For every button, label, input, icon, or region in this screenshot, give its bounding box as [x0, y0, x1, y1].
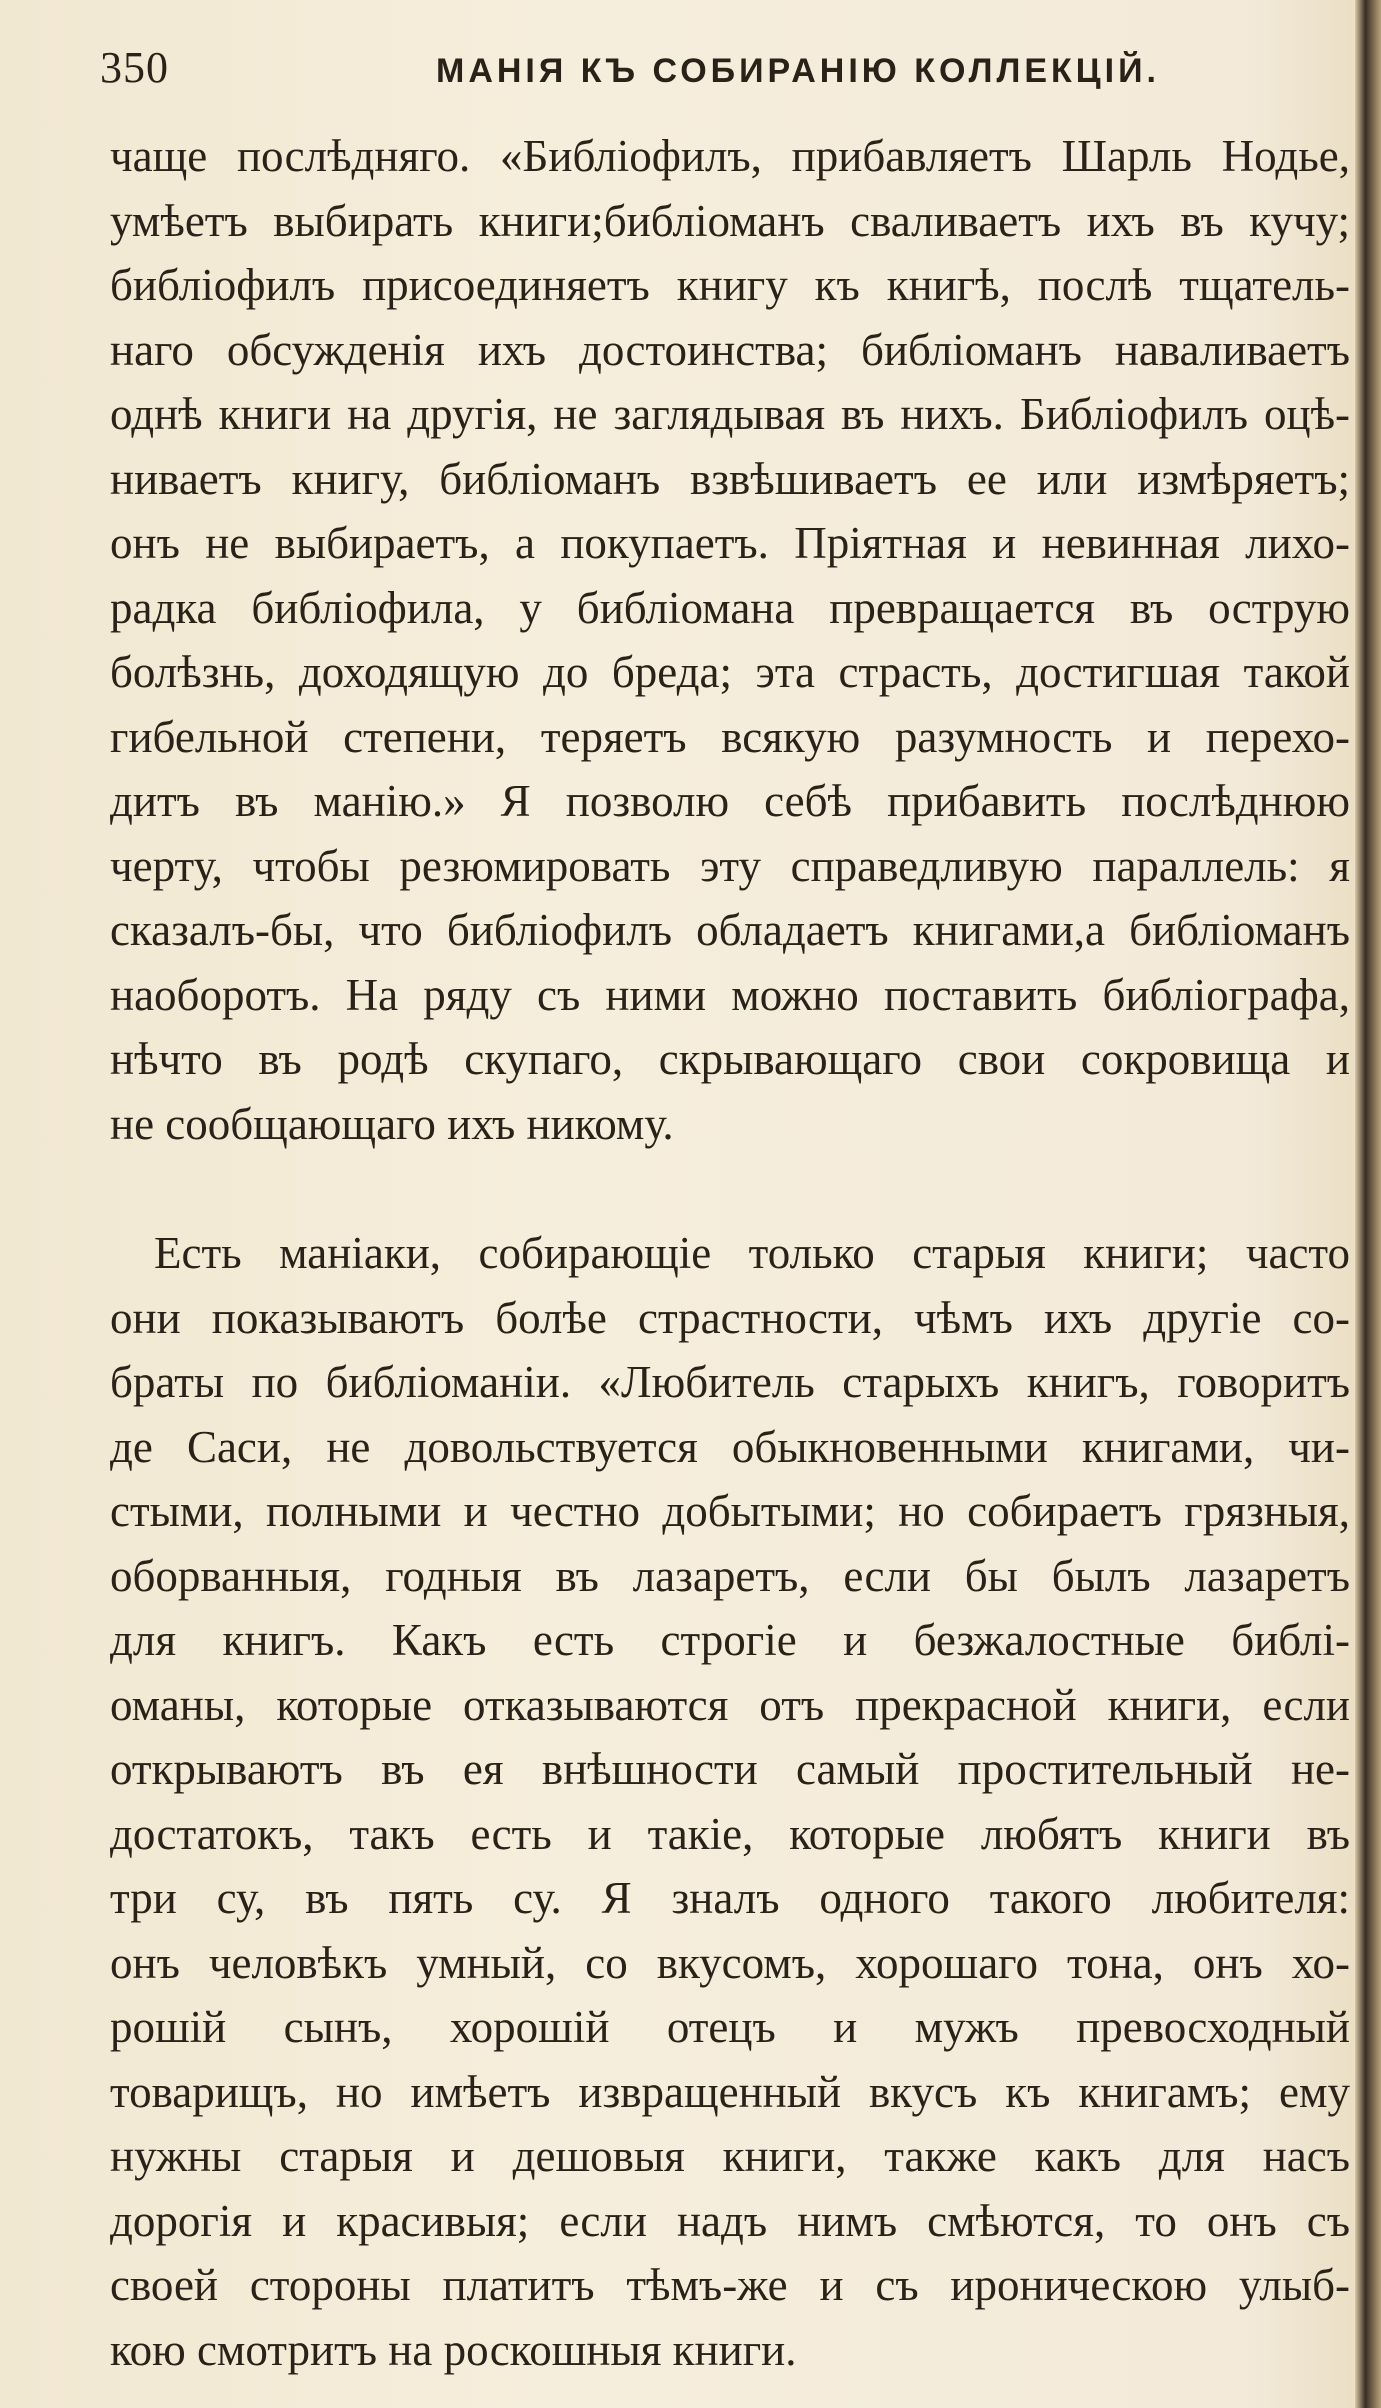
- text-line: дорогія и красивыя; если надъ нимъ смѣются, то онъ съ: [110, 2195, 1350, 2246]
- text-line: умѣетъ выбирать книги;библіоманъ сваливаетъ ихъ въ кучу;: [110, 195, 1350, 246]
- text-line: ниваетъ книгу, библіоманъ взвѣшиваетъ ее или измѣряетъ;: [110, 453, 1350, 504]
- text-line: библіофилъ присоединяетъ книгу къ книгѣ, послѣ тщатель-: [110, 260, 1350, 310]
- text-line: достатокъ, такъ есть и такіе, которые любятъ книги въ: [110, 1808, 1350, 1859]
- text-line: нужны старыя и дешовыя книги, также какъ для насъ: [110, 2131, 1350, 2181]
- text-line: черту, чтобы резюмировать эту справедливую параллель: я: [110, 840, 1350, 891]
- text-line: три су, въ пять су. Я зналъ одного такого любителя:: [110, 1873, 1350, 1923]
- page-header: [100, 42, 1330, 102]
- text-line: оборванныя, годныя въ лазаретъ, если бы былъ лазаретъ: [110, 1550, 1350, 1601]
- text-line: гибельной степени, теряетъ всякую разумность и перехо-: [110, 711, 1350, 762]
- text-line: рошій сынъ, хорошій отецъ и мужъ превосходный: [110, 2002, 1350, 2052]
- text-line: оманы, которые отказываются отъ прекрасной книги, если: [110, 1679, 1350, 1730]
- page-number: 350: [100, 43, 169, 92]
- text-line: не сообщающаго ихъ никому.: [110, 1098, 674, 1149]
- paragraph-gap: [110, 1156, 1350, 1221]
- text-line: онъ человѣкъ умный, со вкусомъ, хорошаго тона, онъ хо-: [110, 1937, 1350, 1988]
- text-line: наго обсужденія ихъ достоинства; библіоманъ наваливаетъ: [110, 324, 1350, 375]
- running-title: МАНІЯ КЪ СОБИРАНІЮ КОЛЛЕКЦІЙ.: [436, 52, 1160, 90]
- text-line: они показываютъ болѣе страстности, чѣмъ ихъ другіе со-: [110, 1292, 1350, 1343]
- text-line: онъ не выбираетъ, а покупаетъ. Пріятная и невинная лихо-: [110, 518, 1350, 568]
- text-line: товарищъ, но имѣетъ извращенный вкусъ къ книгамъ; ему: [110, 2066, 1350, 2117]
- text-line: дитъ въ манію.» Я позволю себѣ прибавить послѣднюю: [110, 776, 1350, 826]
- text-line: де Саси, не довольствуется обыкновенными книгами, чи-: [110, 1421, 1350, 1472]
- text-line: открываютъ въ ея внѣшности самый простительный не-: [110, 1744, 1350, 1794]
- text-line: чаще послѣдняго. «Библіофилъ, прибавляетъ Шарль Нодье,: [110, 131, 1350, 181]
- paragraph-1: [110, 124, 1350, 1156]
- text-line: болѣзнь, доходящую до бреда; эта страсть, достигшая такой: [110, 647, 1350, 697]
- text-line: стыми, полными и честно добытыми; но собираетъ грязныя,: [110, 1486, 1350, 1536]
- paragraph-2: [110, 1221, 1350, 2382]
- text-line: наоборотъ. На ряду съ ними можно поставить библіографа,: [110, 969, 1350, 1020]
- text-line: сказалъ-бы, что библіофилъ обладаетъ книгами,а библіоманъ: [110, 905, 1350, 955]
- text-line: своей стороны платитъ тѣмъ-же и съ ироническою улыб-: [110, 2260, 1350, 2310]
- text-line: нѣчто въ родѣ скупаго, скрывающаго свои сокровища и: [110, 1034, 1350, 1084]
- text-line: браты по библіоманіи. «Любитель старыхъ книгъ, говоритъ: [110, 1357, 1350, 1407]
- text-line: однѣ книги на другія, не заглядывая въ нихъ. Библіофилъ оцѣ-: [110, 389, 1350, 439]
- text-line: для книгъ. Какъ есть строгіе и безжалостные библі-: [110, 1615, 1350, 1665]
- text-line: радка библіофила, у библіомана превращается въ острую: [110, 582, 1350, 633]
- text-line: кою смотритъ на роскошныя книги.: [110, 2324, 797, 2375]
- body-text: [110, 124, 1350, 2382]
- text-line: Есть маніаки, собирающіе только старыя книги; часто: [154, 1228, 1350, 1278]
- page-edge: [1355, 0, 1381, 2408]
